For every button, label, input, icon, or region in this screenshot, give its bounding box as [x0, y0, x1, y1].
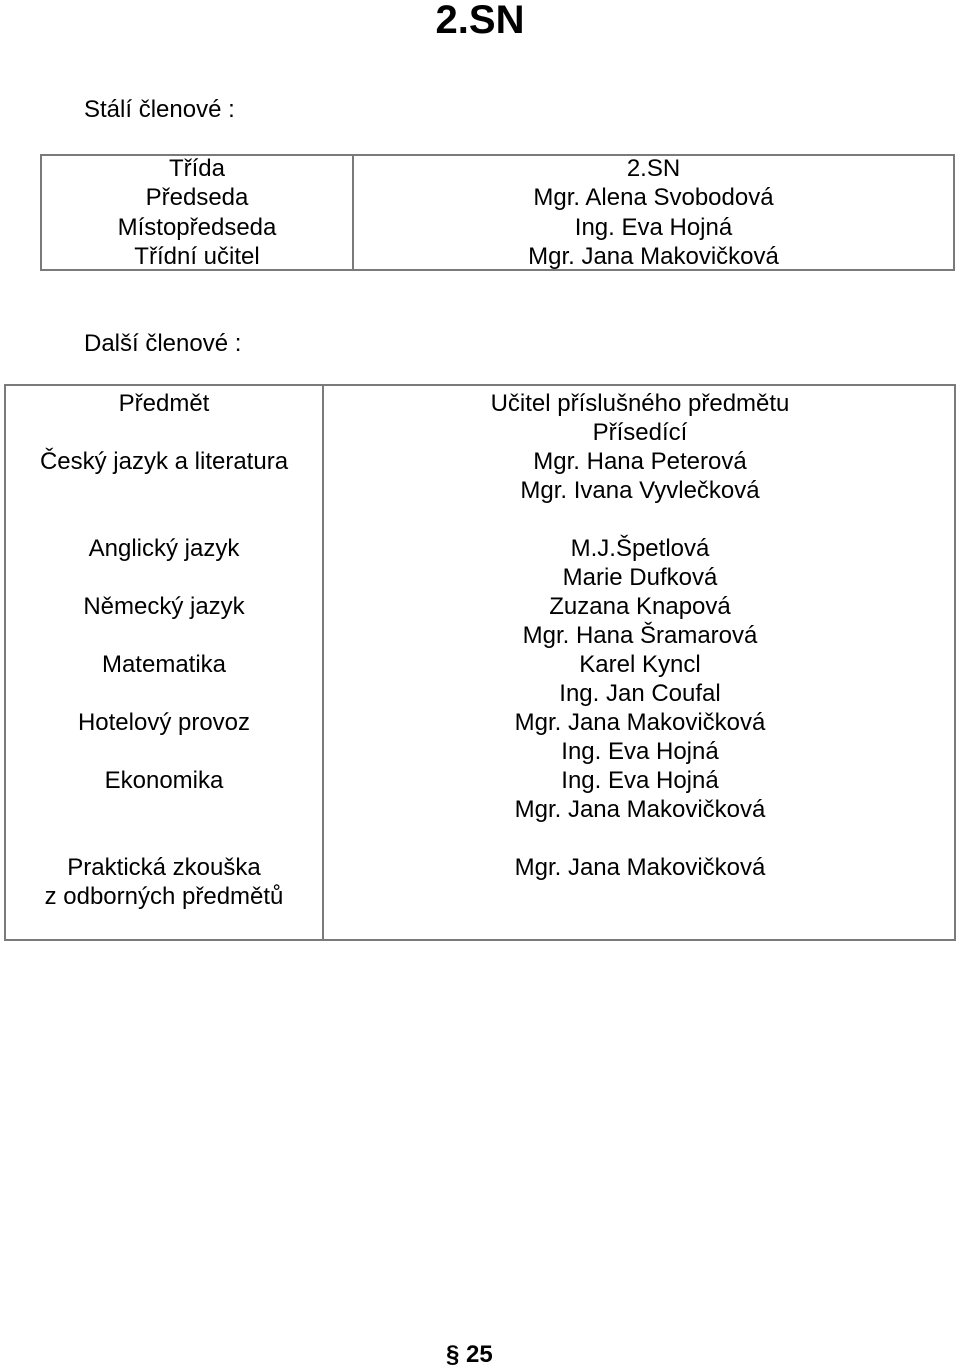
value-class-teacher: Mgr. Jana Makovičková	[528, 243, 779, 270]
person-czech-1: Mgr. Hana Peterová	[533, 448, 747, 475]
label-class: Třída	[168, 154, 225, 182]
header-subject: Předmět	[118, 390, 210, 417]
person-math-1: Karel Kyncl	[579, 651, 701, 678]
person-economics-1: Ing. Eva Hojná	[561, 767, 719, 794]
person-hotel-2: Ing. Eva Hojná	[561, 738, 719, 765]
subject-german: Německý jazyk	[83, 593, 245, 620]
subject-practical-line1: Praktická zkouška	[67, 854, 261, 881]
permanent-members-labels	[42, 156, 354, 269]
value-class: 2.SN	[626, 154, 681, 182]
person-english-1: M.J.Špetlová	[570, 535, 710, 562]
subject-math: Matematika	[101, 651, 227, 678]
person-czech-2: Mgr. Ivana Vyvlečková	[520, 477, 760, 504]
subject-english: Anglický jazyk	[88, 535, 240, 562]
subject-hotel: Hotelový provoz	[77, 709, 251, 736]
person-english-2: Marie Dufková	[562, 564, 718, 591]
other-members-table	[4, 384, 956, 941]
other-members-heading: Další členové :	[84, 330, 242, 357]
permanent-members-values	[354, 156, 953, 269]
label-class-teacher: Třídní učitel	[134, 243, 260, 270]
subject-czech: Český jazyk a literatura	[39, 448, 289, 475]
label-chair: Předseda	[145, 184, 249, 211]
person-german-2: Mgr. Hana Šramarová	[522, 622, 758, 649]
header-assessor: Přísedící	[592, 419, 688, 446]
person-german-1: Zuzana Knapová	[549, 593, 731, 620]
subject-practical-line2: z odborných předmětů	[44, 883, 284, 910]
person-economics-2: Mgr. Jana Makovičková	[514, 796, 766, 823]
person-math-2: Ing. Jan Coufal	[559, 680, 721, 707]
permanent-members-heading: Stálí členové :	[84, 96, 235, 123]
person-hotel-1: Mgr. Jana Makovičková	[514, 709, 766, 736]
value-chair: Mgr. Alena Svobodová	[533, 184, 774, 211]
value-vice-chair: Ing. Eva Hojná	[574, 213, 733, 241]
label-vice-chair: Místopředseda	[117, 213, 277, 241]
page-number: § 25	[446, 1341, 493, 1368]
person-practical-1: Mgr. Jana Makovičková	[514, 854, 766, 881]
subject-economics: Ekonomika	[104, 767, 224, 794]
page-title: 2.SN	[435, 0, 525, 42]
header-teacher: Učitel příslušného předmětu	[490, 390, 790, 417]
permanent-members-table	[40, 154, 955, 271]
